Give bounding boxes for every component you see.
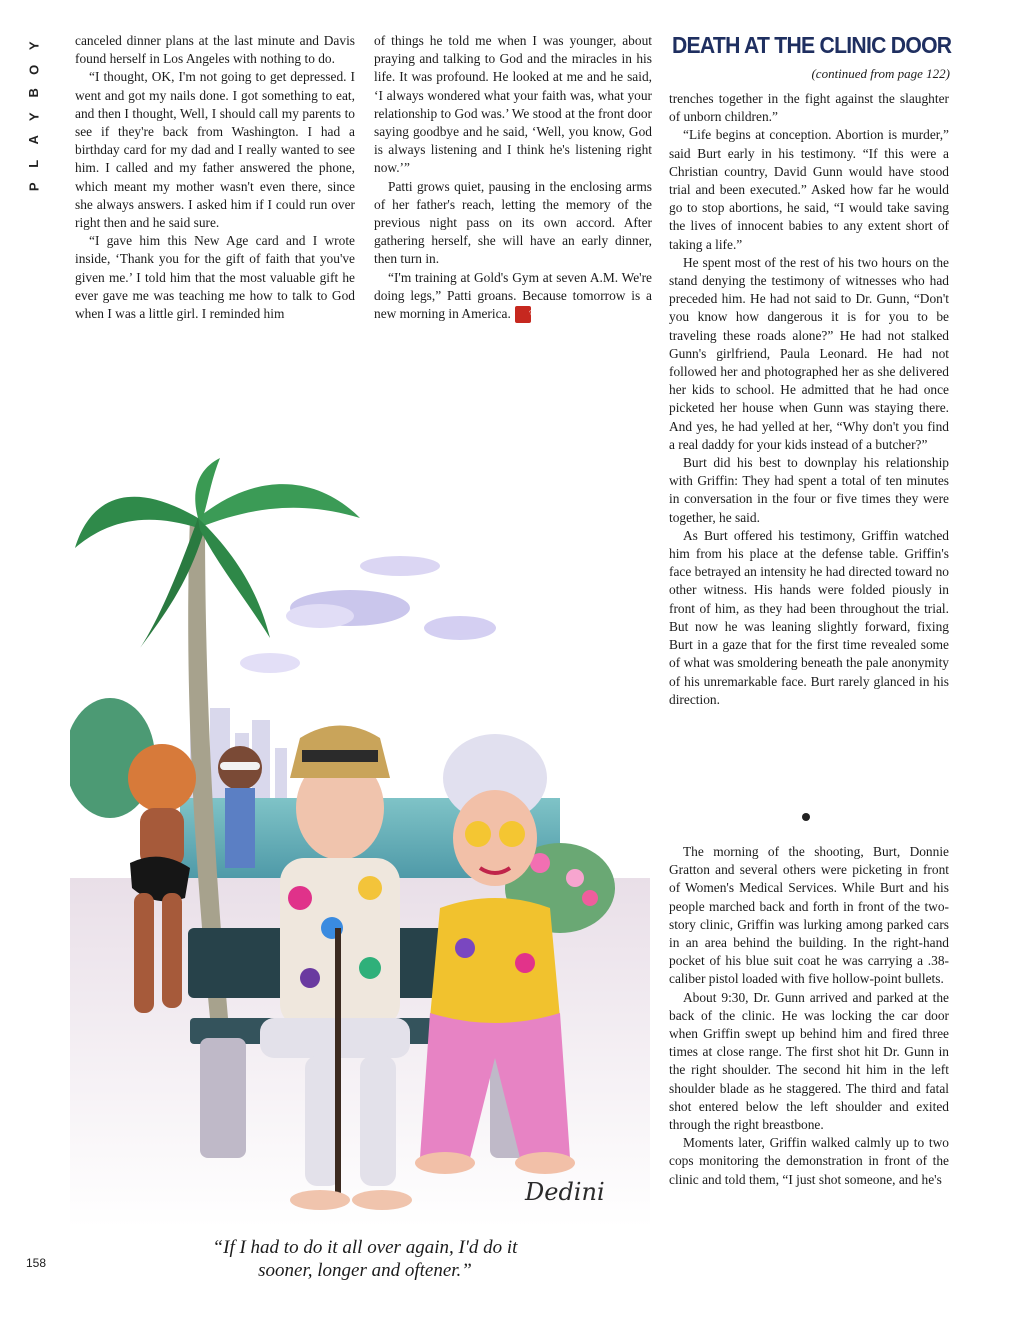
caption-line: sooner, longer and oftener.”: [258, 1260, 472, 1281]
paragraph: “Life begins at conception. Abortion is murder,” said Burt early in his testimony. “If this were a Christian country, David Gunn would have stood trial and been executed.” Asked how far he would go to stop abortions, he said, “I would take saving the lives of innocent babies to any extent short of taking a life.”: [669, 127, 949, 252]
paragraph: Patti grows quiet, pausing in the enclosing arms of her father's reach, letting the memory of the previous night pass on its own accord. After gathering herself, she will have an early dinner, then turn in.: [374, 178, 652, 267]
masthead-letter: Y: [26, 41, 42, 51]
paragraph: trenches together in the fight against the slaughter of unborn children.”: [669, 91, 949, 125]
paragraph: He spent most of the rest of his two hours on the stand denying the testimony of witnesses who had preceded him. He had not said to Dr. Gunn, “Don't you know how dangerous it is for you to be traveling these roads alone?” He had not stalked Gunn's girlfriend, Paula Leonard. He had not followed her and photographed her as she delivered her kids to school. He admitted that he had once picketed her house when Gunn was staying there. And yes, he had yelled at her, “Why don't you find a real daddy for your kids instead of a butcher?”: [669, 254, 949, 452]
page-number: 158: [26, 1256, 47, 1270]
paragraph: [374, 269, 652, 324]
masthead-letter: Y: [26, 111, 42, 121]
caption-line: “If I had to do it all over again, I'd do it: [212, 1237, 518, 1258]
column-one: [75, 32, 355, 323]
rabbit-head-end-icon: ❦: [515, 306, 531, 323]
paragraph: of things he told me when I was younger, about praying and talking to God and the miracles in his life. It was profound. He looked at me and he said, ‘I always wondered what your faith was, what your relationship to God was.’ We stood at the front door saying goodbye and he said, ‘Well, you know, God is always listening and I think he's listening right now.’”: [374, 33, 652, 176]
masthead-letter: L: [26, 159, 42, 168]
continued-from-note: (continued from page 122): [811, 66, 950, 81]
article-headline: DEATH AT THE CLINIC DOOR: [672, 32, 952, 58]
artist-signature: Dedini: [525, 1178, 605, 1206]
paragraph: “I gave him this New Age card and I wrote inside, ‘Thank you for the gift of faith that you've given me.’ I told him that the most valuable gift he ever gave me was teaching me how to talk to God when I was a little girl. I reminded him: [75, 233, 355, 322]
column-three: [669, 90, 949, 709]
paragraph: About 9:30, Dr. Gunn arrived and parked at the back of the clinic. He was locking the car door when Griffin swept up behind him and fired three times at close range. The first shot hit Dr. Gunn in the right shoulder. The second hit him in the left shoulder blade as he staggered. The third and fatal shot entered below the left shoulder and exited through the right breastbone.: [669, 989, 949, 1133]
section-break-bullet: [802, 813, 810, 821]
masthead-letter: B: [26, 88, 42, 98]
paragraph: Moments later, Griffin walked calmly up to two cops monitoring the demonstration in front of the clinic and told them, “I just shot someone, and he's: [669, 1135, 949, 1187]
playboy-masthead: [26, 34, 42, 199]
column-two: [374, 32, 652, 323]
paragraph: The morning of the shooting, Burt, Donnie Gratton and several others were picketing in front of Women's Medical Services. While Burt and his people marched back and forth in front of the two-story clinic, Griffin was lurking among parked cars in an area behind the building. In the right-hand pocket of his blue suit coat he was carrying a .38-caliber pistol loaded with five hollow-point bullets.: [669, 844, 949, 987]
column-three-continued: [669, 843, 949, 1189]
paragraph: canceled dinner plans at the last minute and Davis found herself in Los Angeles with nothing to do.: [75, 33, 355, 67]
paragraph: As Burt offered his testimony, Griffin watched him from his place at the defense table. Griffin's face betrayed an intensity he had directed toward no other witness. His hands were folded piously in front of him, as they had been throughout the trial. But now he was leaning slightly forward, fixing Burt in a gaze that for the first time revealed some of what was smoldering beneath the pale anonymity of his unremarkable face. Burt rarely glanced in his direction.: [669, 527, 949, 707]
masthead-letter: O: [26, 64, 42, 75]
paragraph-text: “I'm training at Gold's Gym at seven A.M. We're doing legs,” Patti groans. Because tomorrow is a new morning in America.: [374, 269, 652, 322]
cartoon-illustration: [70, 458, 650, 1228]
masthead-letter: A: [26, 135, 42, 145]
masthead-letter: P: [26, 182, 42, 192]
cartoon-caption: [140, 1236, 590, 1282]
paragraph: “I thought, OK, I'm not going to get depressed. I went and got my nails done. I got something to eat, and then I thought, Well, I should call my parents to see if they're back from Washington. I had a birthday card for my dad and I really wanted to see him. I called and my father answered the phone, which meant my mother wasn't even there, since she always answers. I asked him if I could run over right then and he said sure.: [75, 69, 355, 231]
paragraph: Burt did his best to downplay his relationship with Griffin: They had spent a total of ten minutes in conversation in the four or five times they were together, he said.: [669, 455, 949, 525]
clouds: [240, 556, 496, 673]
